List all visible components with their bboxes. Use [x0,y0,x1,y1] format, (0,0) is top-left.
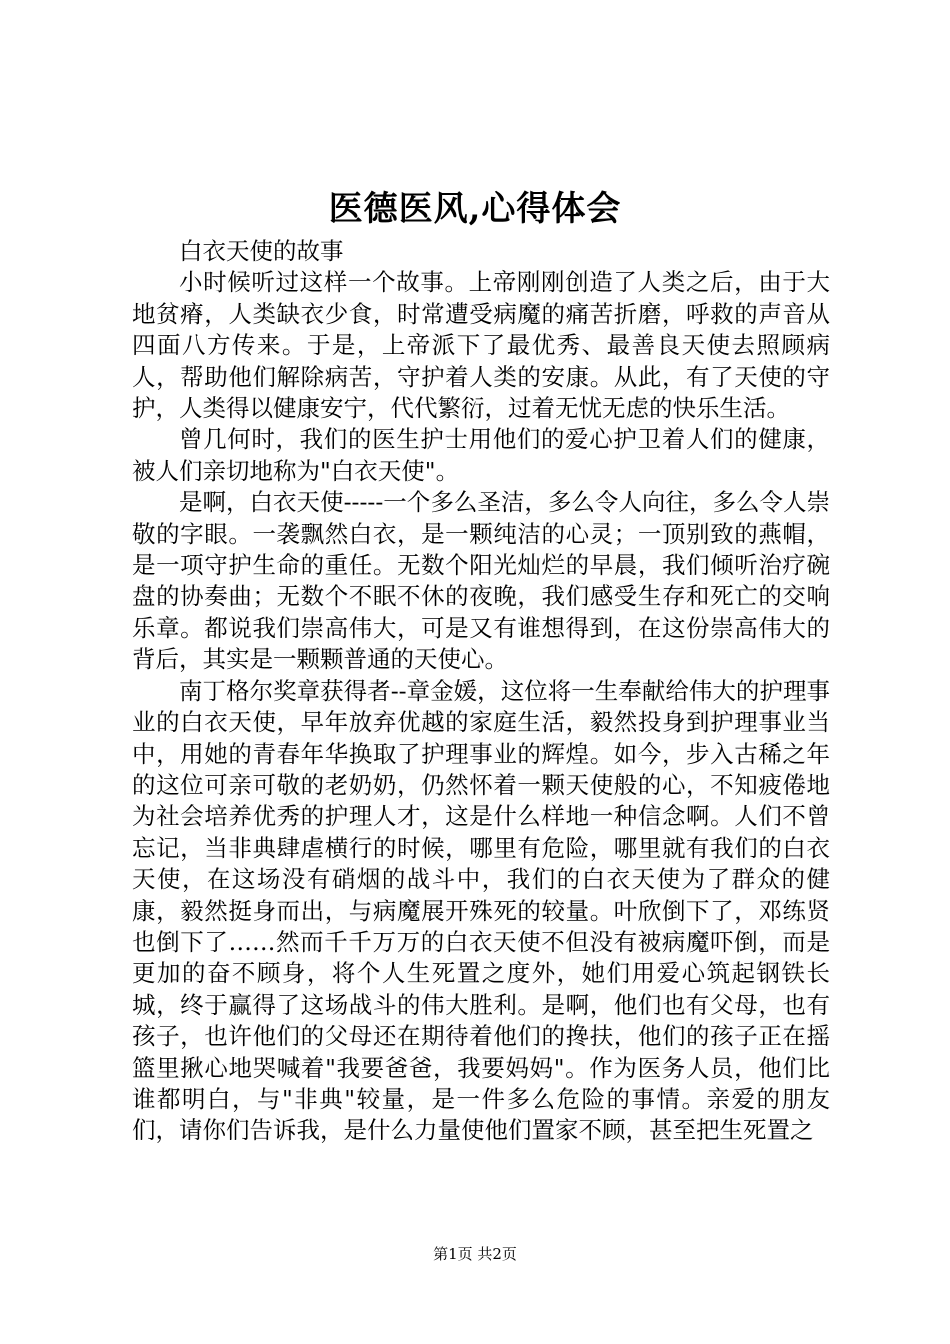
document-body [132,236,830,1147]
body-paragraph: 南丁格尔奖章获得者--章金媛，这位将一生奉献给伟大的护理事业的白衣天使，早年放弃优越的家庭生活，毅然投身到护理事业当中，用她的青春年华换取了护理事业的辉煌。如今，步入古稀之年的这位可亲可敬的老奶奶，仍然怀着一颗天使般的心，不知疲倦地为社会培养优秀的护理人才，这是什么样地一种信念啊。人们不曾忘记，当非典肆虐横行的时候，哪里有危险，哪里就有我们的白衣天使，在这场没有硝烟的战斗中，我们的白衣天使为了群众的健康，毅然挺身而出，与病魔展开殊死的较量。叶欣倒下了，邓练贤也倒下了……然而千千万万的白衣天使不但没有被病魔吓倒，而是更加的奋不顾身，将个人生死置之度外，她们用爱心筑起钢铁长城，终于赢得了这场战斗的伟大胜利。是啊，他们也有父母，也有孩子，也许他们的父母还在期待着他们的搀扶，他们的孩子正在摇篮里揪心地哭喊着"我要爸爸，我要妈妈"。作为医务人员，他们比谁都明白，与"非典"较量，是一件多么危险的事情。亲爱的朋友们，请你们告诉我，是什么力量使他们置家不顾，甚至把生死置之 [132,676,830,1145]
body-paragraph: 曾几何时，我们的医生护士用他们的爱心护卫着人们的健康，被人们亲切地称为"白衣天使"。 [132,425,830,485]
body-paragraph: 小时候听过这样一个故事。上帝刚刚创造了人类之后，由于大地贫瘠，人类缺衣少食，时常遭受病魔的痛苦折磨，呼救的声音从四面八方传来。于是，上帝派下了最优秀、最善良天使去照顾病人，帮助他们解除病苦，守护着人类的安康。从此，有了天使的守护，人类得以健康安宁，代代繁衍，过着无忧无虑的快乐生活。 [132,268,830,423]
subheading-paragraph: 白衣天使的故事 [179,237,344,265]
body-paragraph: 是啊，白衣天使-----一个多么圣洁，多么令人向往，多么令人崇敬的字眼。一袭飘然白衣，是一颗纯洁的心灵；一顶别致的燕帽，是一项守护生命的重任。无数个阳光灿烂的早晨，我们倾听治疗碗盘的协奏曲；无数个不眠不休的夜晚，我们感受生存和死亡的交响乐章。都说我们崇高伟大，可是又有谁想得到，在这份崇高伟大的背后，其实是一颗颗普通的天使心。 [132,488,830,674]
page-number-footer: 第1页 共2页 [433,1245,517,1263]
document-title: 医德医风,心得体会 [328,189,622,229]
